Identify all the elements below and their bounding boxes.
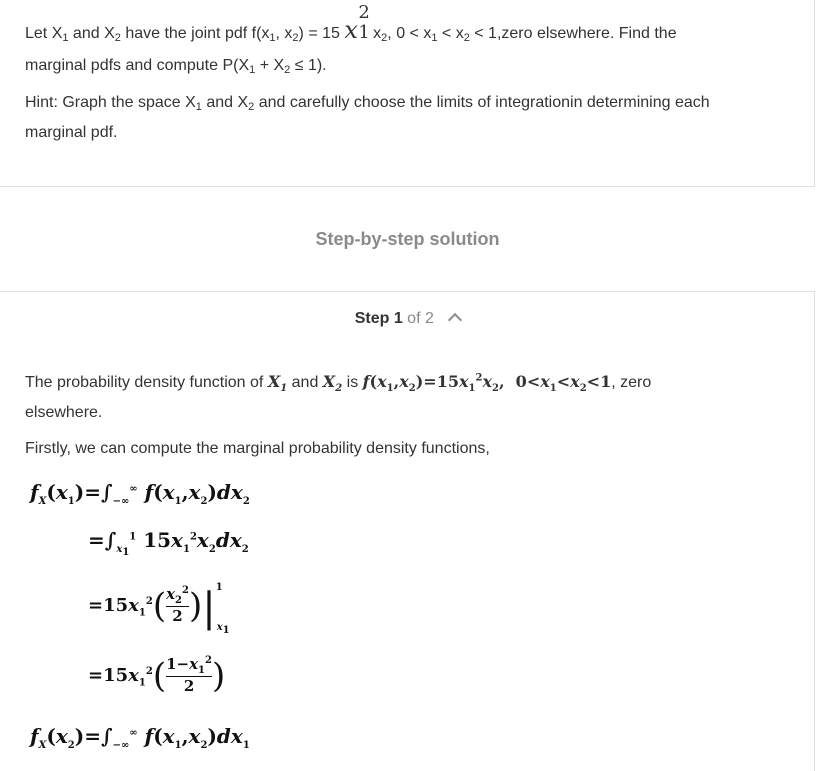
chevron-up-icon[interactable] [448, 313, 462, 327]
solution-title: Step-by-step solution [315, 229, 500, 249]
step-panel [0, 291, 815, 771]
hint-line-2: marginal pdf. [25, 124, 118, 141]
math-x1: $X_1$ [267, 372, 288, 395]
hint-line-1: Hint: Graph the space $X_1$ and $X_2$ and carefully choose the limits of integrationin determining each [25, 94, 710, 113]
math-fx2-integral: $f_X(x_2)=\int_{-\infty}^\infty$ $f(x_1,x_2)dx_1$ [30, 724, 250, 751]
math-x2: $X_2$ [322, 372, 343, 395]
question-line-1: Let $X_1$ and $X_2$ have the joint pdf $f(x_1$, $x_2) = 15$ x 2 1 $x_2$, $0 < x_1 < x_2$ < 1,zero elsewhere. Find the [25, 2, 677, 44]
body-paragraph-1: The probability density function of $X_1$ and $X_2$ is $f(x_1,x_2)=15x_1^2x_2$, $0<x_1<x_2<1$, zero [25, 372, 652, 395]
body-paragraph-2: Firstly, we can compute the marginal probability density functions, [25, 440, 490, 457]
question-line-2: marginal pdfs and compute $P(X_1 + X_2 \le 1)$. [25, 57, 327, 76]
body-paragraph-1-line-2: elsewhere. [25, 404, 103, 421]
step-header[interactable]: Step 1 of 2 [0, 310, 815, 328]
math-fx1-step-2: $=\int_{x_1}^1$ $15x_1^2x_2dx_2$ [88, 528, 249, 558]
math-fx1-step-3: $=15x_1^2(x_2^2$ 2 )$|^1_{x_1}$ [88, 582, 230, 636]
x1-squared-math-image: x 2 1 [344, 2, 370, 44]
question-panel [0, 0, 815, 187]
math-joint-pdf: $f(x_1,x_2)=15x_1^2x_2$, $0<x_1<x_2<1$ [362, 372, 612, 395]
math-fx1-integral: $f_X(x_1)=\int_{-\infty}^\infty$ $f(x_1,x_2)dx_2$ [30, 480, 250, 507]
math-fx1-result: $=15x_1^2(1-x_1^2$ 2 ) [88, 655, 226, 696]
